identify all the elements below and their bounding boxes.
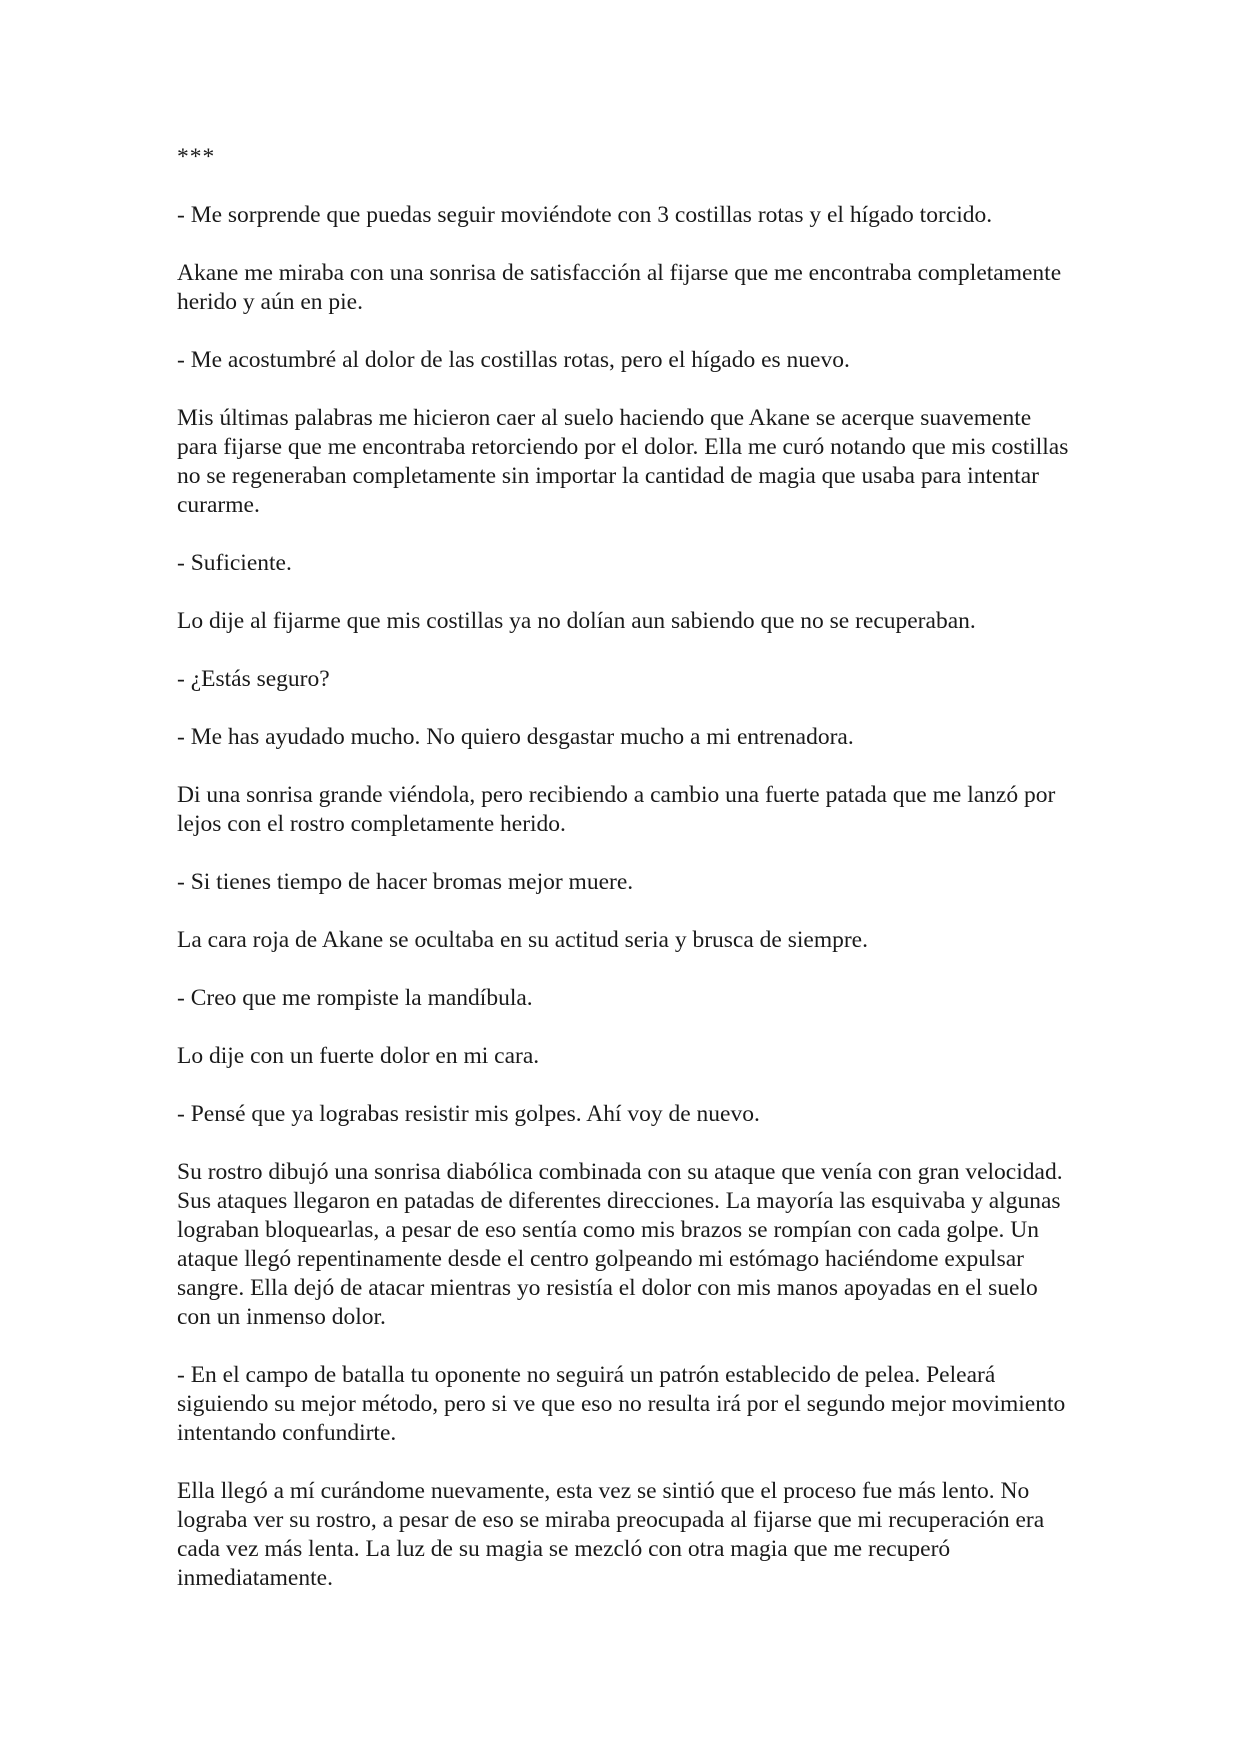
paragraph: Su rostro dibujó una sonrisa diabólica combinada con su ataque que venía con gran velocidad. Sus ataques llegaron en patadas de diferentes direcciones. La mayoría las esquivaba y algunas lograban bloquearlas, a pesar de eso sentía como mis brazos se rompían con cada golpe. Un ataque llegó repentinamente desde el centro golpeando mi estómago haciéndome expulsar sangre. Ella dejó de atacar mientras yo resistía el dolor con mis manos apoyadas en el suelo con un inmenso dolor.	[177, 1159, 1063, 1330]
paragraph: Ella llegó a mí curándome nuevamente, esta vez se sintió que el proceso fue más lento. No lograba ver su rostro, a pesar de eso se miraba preocupada al fijarse que mi recuperación era cada vez más lenta. La luz de su magia se mezcló con otra magia que me recuperó inmediatamente.	[177, 1478, 1045, 1591]
scene-separator: ***	[177, 144, 216, 170]
paragraph: La cara roja de Akane se ocultaba en su actitud seria y brusca de siempre.	[177, 927, 868, 953]
paragraph: Mis últimas palabras me hicieron caer al suelo haciendo que Akane se acerque suavemente para fijarse que me encontraba retorciendo por el dolor. Ella me curó notando que mis costillas no se regeneraban completamente sin importar la cantidad de magia que usaba para intentar curarme.	[177, 405, 1069, 518]
paragraph: - Me sorprende que puedas seguir moviéndote con 3 costillas rotas y el hígado torcido.	[177, 202, 993, 228]
paragraph: Di una sonrisa grande viéndola, pero recibiendo a cambio una fuerte patada que me lanzó por lejos con el rostro completamente herido.	[177, 782, 1056, 837]
paragraph: - Suficiente.	[177, 550, 292, 576]
paragraph: - Pensé que ya lograbas resistir mis golpes. Ahí voy de nuevo.	[177, 1101, 760, 1127]
paragraph: - En el campo de batalla tu oponente no seguirá un patrón establecido de pelea. Peleará siguiendo su mejor método, pero si ve que eso no resulta irá por el segundo mejor movimiento intentando confundirte.	[177, 1362, 1066, 1446]
paragraph: Lo dije al fijarme que mis costillas ya no dolían aun sabiendo que no se recuperaban.	[177, 608, 976, 634]
paragraph: - ¿Estás seguro?	[177, 666, 330, 692]
paragraph: Akane me miraba con una sonrisa de satisfacción al fijarse que me encontraba completamente herido y aún en pie.	[177, 260, 1062, 315]
document-body	[177, 143, 1077, 1622]
paragraph: - Me has ayudado mucho. No quiero desgastar mucho a mi entrenadora.	[177, 724, 854, 750]
paragraph: Lo dije con un fuerte dolor en mi cara.	[177, 1043, 540, 1069]
paragraph: - Si tienes tiempo de hacer bromas mejor muere.	[177, 869, 634, 895]
paragraph: - Me acostumbré al dolor de las costillas rotas, pero el hígado es nuevo.	[177, 347, 850, 373]
paragraph: - Creo que me rompiste la mandíbula.	[177, 985, 533, 1011]
